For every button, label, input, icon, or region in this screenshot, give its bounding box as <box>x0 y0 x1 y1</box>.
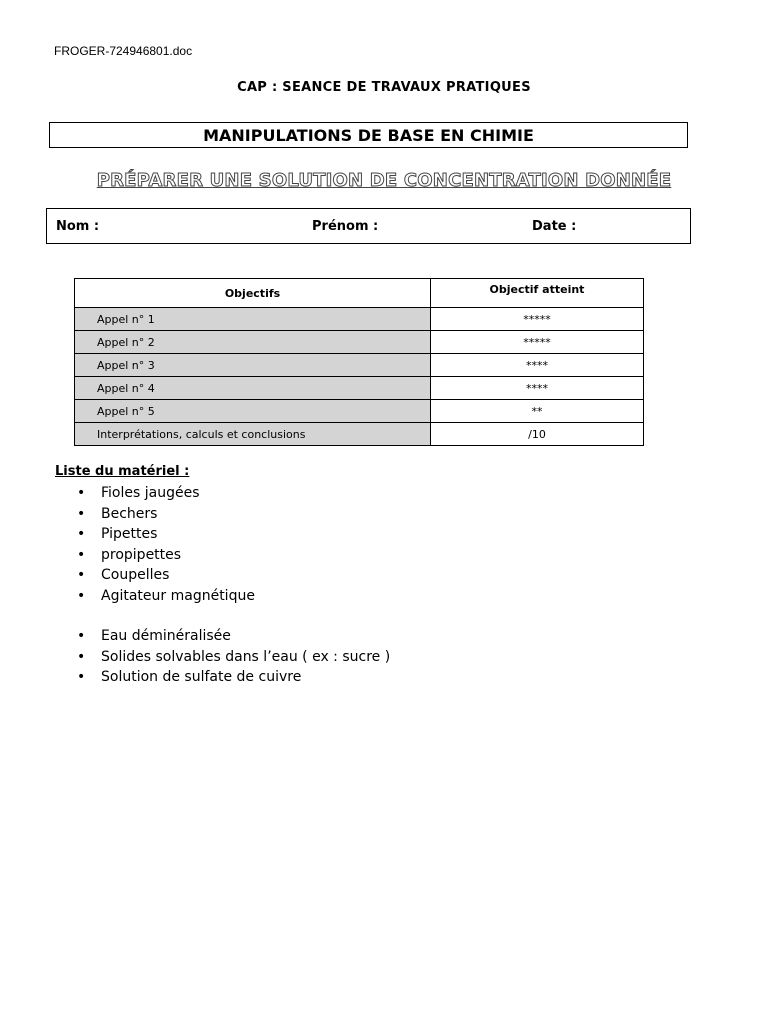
objective-label: Appel n° 1 <box>75 308 431 331</box>
equipment-list <box>0 483 255 606</box>
document-title: MANIPULATIONS DE BASE EN CHIMIE <box>203 125 534 145</box>
objectives-table <box>74 278 644 446</box>
column-header <box>431 279 644 308</box>
objective-label: Appel n° 4 <box>75 377 431 400</box>
objective-result: ** <box>431 400 644 423</box>
list-item: • Solution de sulfate de cuivre <box>0 667 390 688</box>
table-header-row <box>75 279 644 308</box>
list-item: • Bechers <box>0 504 255 525</box>
list-item: • Agitateur magnétique <box>0 586 255 607</box>
objective-result: /10 <box>431 423 644 446</box>
nom-label: Nom : <box>56 219 100 234</box>
table-row <box>75 400 644 423</box>
column-header-text: Objectif atteint <box>489 282 585 296</box>
student-info-box <box>46 208 691 244</box>
list-item: • Pipettes <box>0 524 255 545</box>
list-item: • Coupelles <box>0 565 255 586</box>
objective-result: ***** <box>431 331 644 354</box>
column-header: Objectifs <box>75 279 431 308</box>
table-row <box>75 377 644 400</box>
products-list <box>0 626 390 688</box>
list-item: • Fioles jaugées <box>0 483 255 504</box>
objective-label: Interprétations, calculs et conclusions <box>75 423 431 446</box>
objective-label: Appel n° 3 <box>75 354 431 377</box>
document-subtitle: PRÉPARER UNE SOLUTION DE CONCENTRATION DONNÉE <box>96 170 672 191</box>
prenom-label: Prénom : <box>312 219 379 234</box>
list-item: • propipettes <box>0 545 255 566</box>
list-item: • Solides solvables dans l’eau ( ex : sucre ) <box>0 647 390 668</box>
objective-label: Appel n° 2 <box>75 331 431 354</box>
materials-list-title: Liste du matériel : <box>55 464 190 479</box>
course-heading: CAP : SEANCE DE TRAVAUX PRATIQUES <box>237 80 531 95</box>
list-item: • Eau déminéralisée <box>0 626 390 647</box>
objective-result: ***** <box>431 308 644 331</box>
table-row <box>75 423 644 446</box>
objective-result: **** <box>431 354 644 377</box>
document-filename: FROGER-724946801.doc <box>54 44 193 58</box>
table-row <box>75 331 644 354</box>
objective-label: Appel n° 5 <box>75 400 431 423</box>
objective-result: **** <box>431 377 644 400</box>
date-label: Date : <box>532 219 577 234</box>
table-row <box>75 308 644 331</box>
table-row <box>75 354 644 377</box>
document-title-box <box>49 122 688 148</box>
